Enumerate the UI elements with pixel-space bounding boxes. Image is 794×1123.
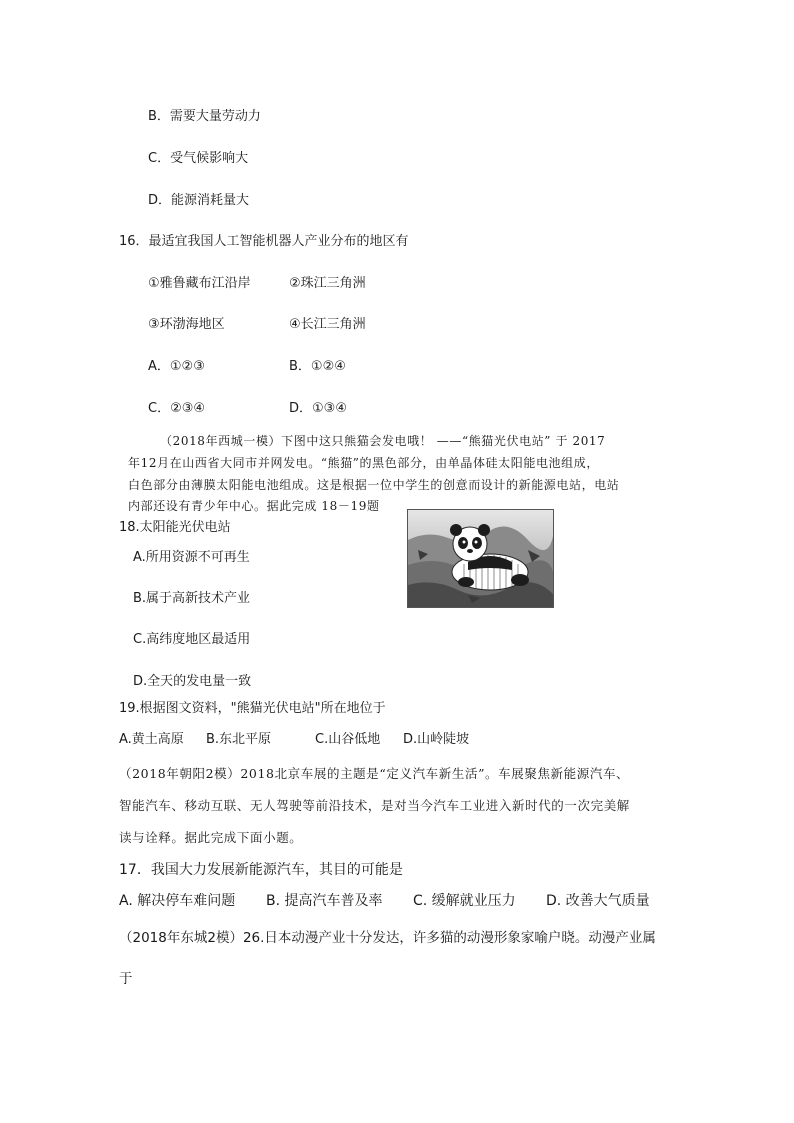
q16-stem: 16．最适宜我国人工智能机器人产业分布的地区有 (119, 234, 409, 249)
q16-option-c: C．②③④ (148, 401, 206, 416)
q16-option-a: A．①②③ (148, 359, 205, 374)
q19-option-c: C.山谷低地 (315, 732, 381, 747)
passage2-line-3: 读与诠释。据此完成下面小题。 (119, 830, 303, 845)
q15-option-b: B．需要大量劳动力 (148, 109, 261, 124)
q18-option-a: A.所用资源不可再生 (133, 550, 250, 565)
q16-option-b: B．①②④ (289, 359, 346, 374)
q26-line-1: （2018年东城2模）26.日本动漫产业十分发达，许多猫的动漫形象家喻户晓。动漫产业属 (119, 930, 656, 946)
q18-option-d: D.全天的发电量一致 (133, 674, 252, 689)
q16-item-3: ③环渤海地区 (148, 317, 225, 332)
panda-photo-graphic (408, 510, 553, 607)
q17-option-c: C. 缓解就业压力 (413, 893, 516, 909)
passage1-line-3: 白色部分由薄膜太阳能电池组成。这是根据一位中学生的创意而设计的新能源电站，电站 (128, 478, 620, 492)
q15-option-c: C．受气候影响大 (148, 151, 249, 166)
q17-stem: 17．我国大力发展新能源汽车，其目的可能是 (119, 862, 403, 878)
q16-item-4: ④长江三角洲 (289, 317, 366, 332)
q19-option-b: B.东北平原 (206, 732, 272, 747)
q26-line-2: 于 (119, 971, 133, 987)
q19-stem: 19.根据图文资料，"熊猫光伏电站"所在地位于 (119, 701, 386, 716)
panda-power-station-photo (407, 509, 554, 608)
q18-option-b: B.属于高新技术产业 (133, 591, 251, 606)
passage1-line-4: 内部还设有青少年中心。据此完成 18－19题 (128, 499, 380, 513)
q17-option-d: D. 改善大气质量 (546, 893, 650, 909)
passage2-line-2: 智能汽车、移动互联、无人驾驶等前沿技术，是对当今汽车工业进入新时代的一次完美解 (119, 798, 630, 813)
q18-stem: 18.太阳能光伏电站 (119, 520, 231, 535)
passage1-line-2: 年12月在山西省大同市并网发电。“熊猫”的黑色部分，由单晶体硅太阳能电池组成， (128, 456, 599, 470)
q19-option-d: D.山岭陡坡 (403, 732, 470, 747)
q18-option-c: C.高纬度地区最适用 (133, 632, 251, 647)
passage2-line-1: （2018年朝阳2模）2018北京车展的主题是“定义汽车新生活”。车展聚焦新能源汽车、 (119, 766, 630, 781)
q15-option-d: D．能源消耗量大 (148, 193, 250, 208)
passage1-line-1: （2018年西城一模）下图中这只熊猫会发电哦！ ——“熊猫光伏电站” 于 2017 (160, 434, 606, 448)
q17-option-b: B. 提高汽车普及率 (266, 893, 383, 909)
q16-item-2: ②珠江三角洲 (289, 276, 366, 291)
q16-item-1: ①雅鲁藏布江沿岸 (148, 276, 251, 291)
q16-option-d: D．①③④ (289, 401, 347, 416)
q17-option-a: A. 解决停车难问题 (119, 893, 236, 909)
q19-option-a: A.黄土高原 (119, 732, 184, 747)
